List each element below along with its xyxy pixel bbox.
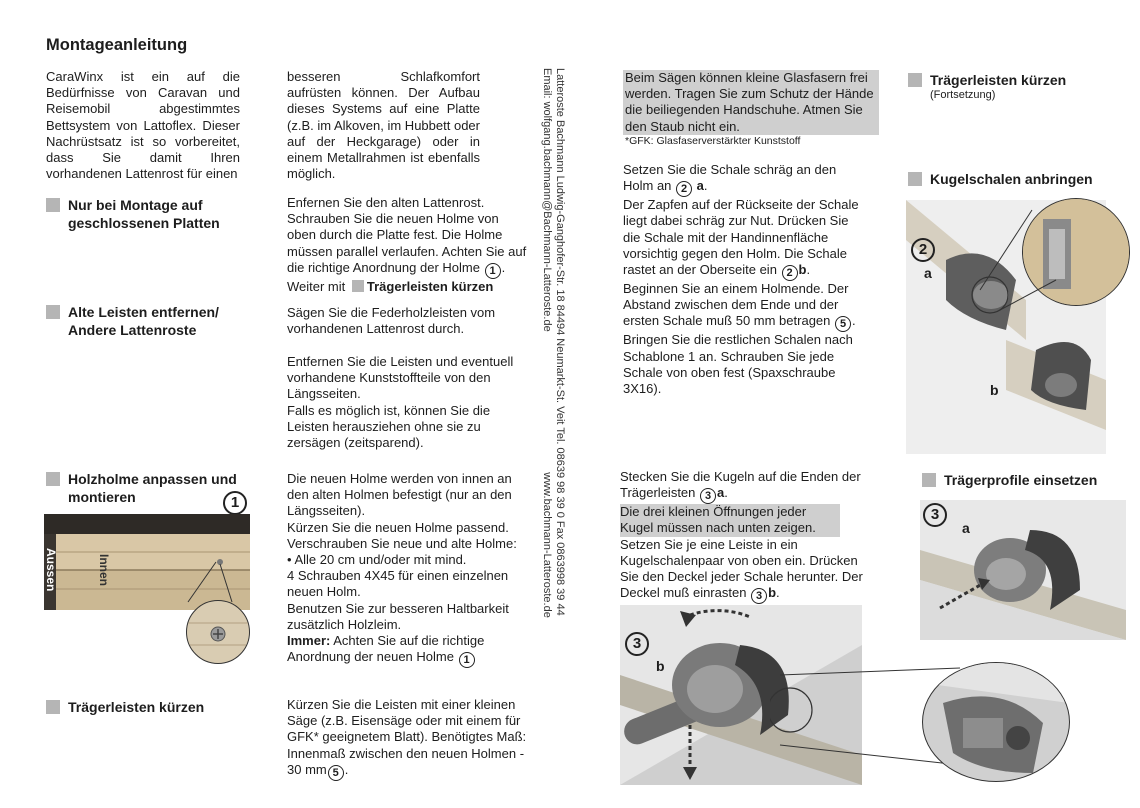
clip-detail-drawing: [923, 663, 1069, 781]
page-title: Montageanleitung: [46, 36, 188, 54]
label-innen: Innen: [97, 554, 111, 586]
warning-box: Beim Sägen können kleine Glasfasern frei werden. Tragen Sie zum Schutz der Hände die beiliegenden Handschuhe. Atmen Sie den Staub nicht ein.: [623, 70, 879, 135]
heading-marker-icon: [352, 280, 364, 292]
heading-traegerprofile: Trägerprofile einsetzen: [922, 471, 1132, 489]
circled-number: 1: [485, 263, 501, 279]
figure-number-3: 3: [625, 632, 649, 656]
figure-label-3a: a: [962, 520, 970, 536]
circled-number: 3: [751, 588, 767, 604]
heading-alte-leisten: Alte Leisten entfernen/ Andere Lattenroste: [46, 303, 246, 339]
figure-label-b: b: [656, 658, 665, 674]
address-line: Latteroste Bachmann Ludwig-Ganghofer-Str. 18 84494 Neumarkt-St. Veit Tel. 08639 98 39 0 Fax 0863998 39 44: [554, 68, 566, 616]
heading-traegerleisten: Trägerleisten kürzen: [46, 698, 246, 716]
fortsetzung-note: (Fortsetzung): [930, 89, 996, 101]
detail-circle-clip: [922, 662, 1070, 782]
heading-marker-icon: [908, 172, 922, 186]
circled-number: 5: [835, 316, 851, 332]
screw-icon: [187, 601, 249, 663]
circled-number: 3: [700, 488, 716, 504]
zoom-connector-2: [960, 200, 1060, 320]
heading-marker-icon: [908, 73, 922, 87]
heading-marker-icon: [46, 305, 60, 319]
circled-number: 2: [676, 181, 692, 197]
heading-traegerleisten-fortsetzung: Trägerleisten kürzen: [908, 71, 1128, 89]
text-schale-ansetzen: Setzen Sie die Schale schräg an den Holm an 2 a. Der Zapfen auf der Rückseite der Schale liegt dabei schräg zur Nut. Drücken Sie die Schale mit der Handinnenfläche vorsichtig gegen den Holm. Die Schale rastet an der Oberseite ein 2 b. Beginnen Sie an einem Holmende. Der Abstand zwischen dem Ende und der ersten Schale muß 50 mm betragen 5 . Bringen Sie die restlichen Schalen nach Schablone 1 an. Schrauben Sie jede Schale von oben fest (Spaxschraube 3X16).: [623, 162, 859, 397]
profile-drawing: [920, 500, 1126, 640]
figure-label-2a: a: [924, 265, 932, 281]
figure-number-1: 1: [223, 491, 247, 515]
heading-marker-icon: [46, 700, 60, 714]
figure-label-2b: b: [990, 382, 999, 398]
link-traegerleisten[interactable]: Trägerleisten kürzen: [366, 278, 494, 294]
heading-marker-icon: [922, 473, 936, 487]
text-kugeln: Stecken Sie die Kugeln auf die Enden der Trägerleisten 3 a. Die drei kleinen Öffnungen jeder Kugel müssen nach unten zeigen. Setzen Sie je eine Leiste in ein Kugelschalenpaar von oben ein. Drücken Sie den Deckel jeder Schale herunter. Der Deckel muß einrasten 3 b.: [620, 469, 863, 603]
heading-marker-icon: [46, 198, 60, 212]
text-montage-platten: Enfernen Sie den alten Lattenrost. Schrauben Sie die neuen Holme von oben durch die Platte fest. Die Holme müssen parallel verlaufen. Achten Sie auf die richtige Anordnung der Holme 1 . Weiter mit Trägerleisten kürzen: [287, 195, 527, 294]
text-leisten-kuerzen: Kürzen Sie die Leisten mit einer kleinen Säge (z.B. Eisensäge oder mit einem für GFK* geeignetem Blatt). Benötigtes Maß: Innenmaß zwischen den neuen Holmen - 30 mm 5 .: [287, 697, 527, 779]
text-holme-befestigen: Die neuen Holme werden von innen an den alten Holmen befestigt (nur an den Längsseiten). Kürzen Sie die neuen Holme passend. Verschrauben Sie neue und alte Holme: • Alle 20 cm und/oder mit mind. 4 Schrauben 4X45 für einen einzelnen neuen Holm. Benutzen Sie zur besseren Haltbarkeit zusätzlich Holzleim. Immer: Achten Sie auf die richtige Anordnung der neuen Holme 1: [287, 471, 517, 667]
figure-number-3a: 3: [923, 503, 947, 527]
label-aussen: Aussen: [44, 548, 58, 592]
text-saegen: Sägen Sie die Federholzleisten vom vorhandenen Lattenrost durch.: [287, 305, 496, 337]
text-leisten-entfernen: Entfernen Sie die Leisten und eventuell vorhandene Kunststoffteile von den Längsseiten. Falls es möglich ist, können Sie die Leisten herausziehen ohne sie zu zersägen (zeitsparend).: [287, 354, 514, 451]
circled-number: 2: [782, 265, 798, 281]
circled-number: 5: [328, 765, 344, 781]
heading-kugelschalen: Kugelschalen anbringen: [908, 170, 1128, 188]
heading-holzholme: Holzholme anpassen und montieren: [46, 470, 246, 506]
heading-montage-platten: Nur bei Montage auf geschlossenen Platten: [46, 196, 246, 232]
photo-traegerprofil: [920, 500, 1126, 640]
gfk-footnote: *GFK: Glasfaserverstärkter Kunststoff: [625, 135, 801, 147]
heading-marker-icon: [46, 472, 60, 486]
contact-line: Email: wolfgang.bachmann@Bachmann-Latteroste.de www.bachmann-Latteroste.de: [541, 68, 553, 618]
magnifier-line: [176, 560, 236, 610]
highlight-kugel-oeffnungen: Die drei kleinen Öffnungen jeder Kugel müssen nach unten zeigen.: [620, 504, 840, 536]
text-schlafkomfort: besseren Schlafkomfort aufrüsten können. Der Aufbau dieses Systems auf eine Platte (z.B. im Alkoven, im Hubbett oder auf der Heckgarage) oder in einem Metallrahmen ist ebenfalls möglich.: [287, 69, 480, 182]
figure-number-2: 2: [911, 238, 935, 262]
circled-number: 1: [459, 652, 475, 668]
intro-text: CaraWinx ist ein auf die Bedürfnisse von Caravan und Reisemobil abgestimmtes Bettsystem von Lattoflex. Dieser Nachrüstsatz ist so vorbereitet, dass Sie damit Ihren vorhandenen Lattenrost für einen: [46, 69, 240, 182]
